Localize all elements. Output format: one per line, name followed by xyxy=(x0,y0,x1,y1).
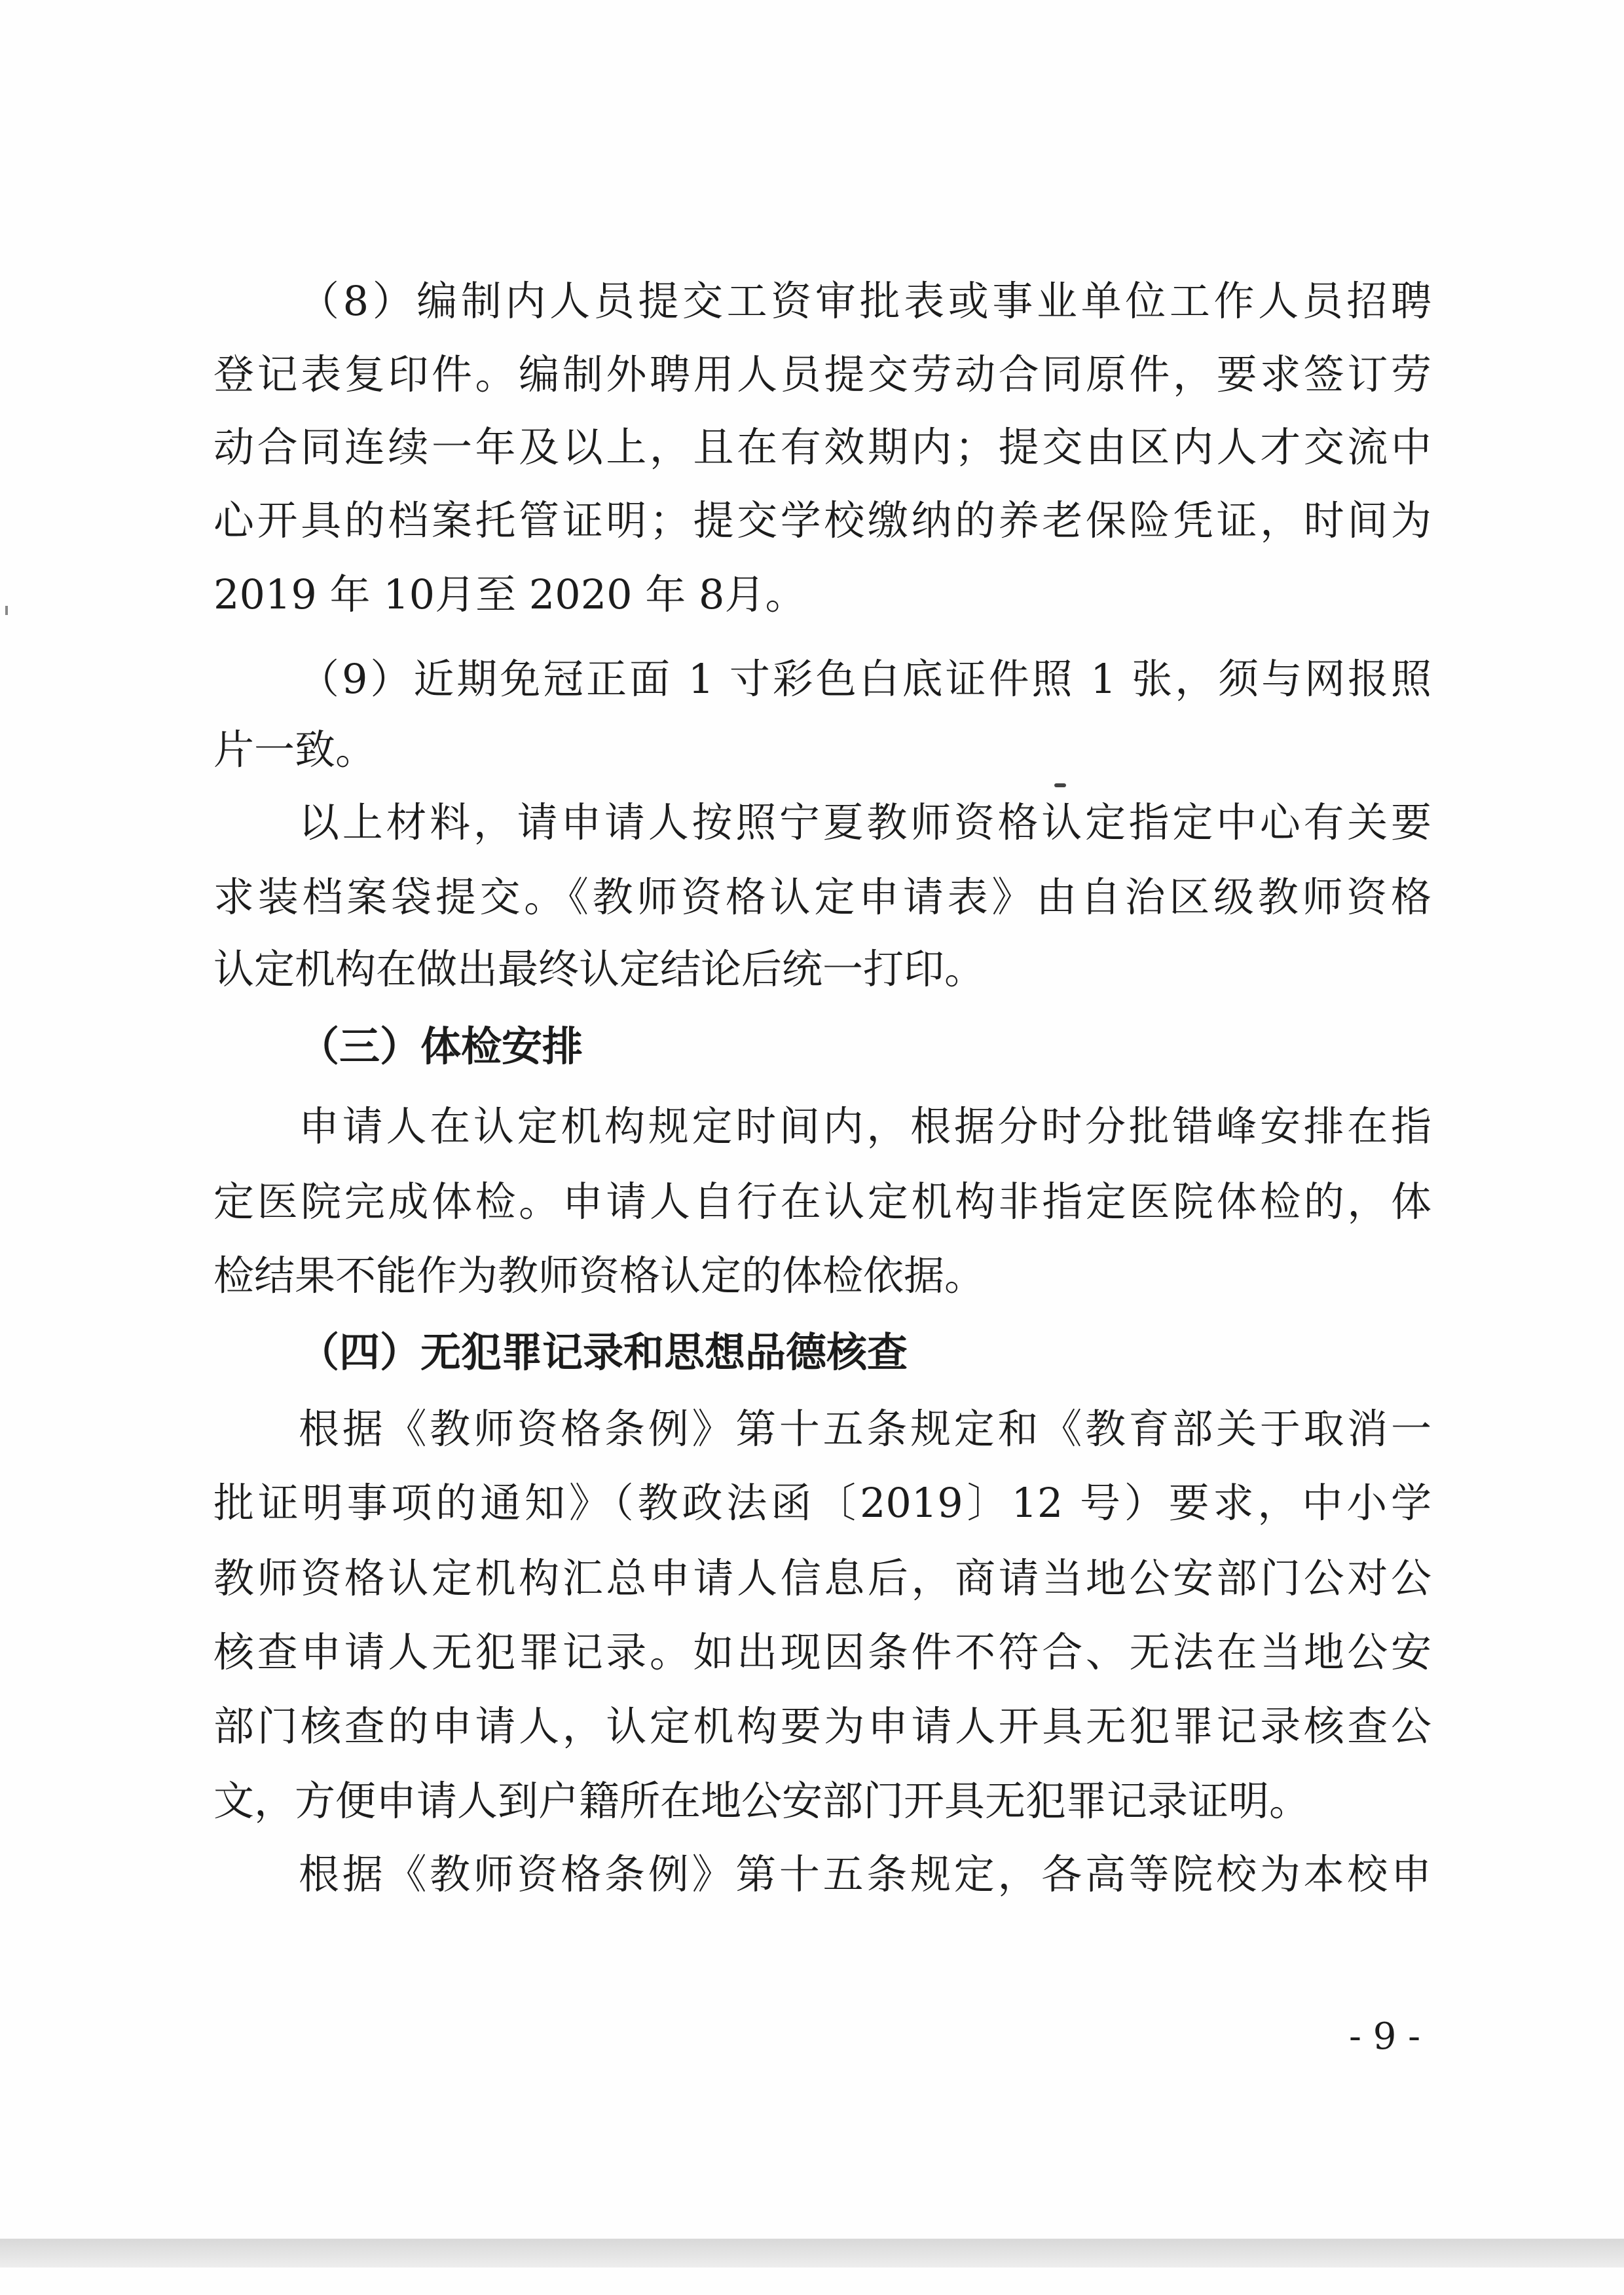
materials-paragraph-line-2: 求装档案袋提交。《教师资格认定申请表》由自治区级教师资格 xyxy=(213,873,1431,921)
materials-paragraph-line-1: 以上材料，请申请人按照宁夏教师资格认定指定中心有关要 xyxy=(299,798,1431,846)
page-number: - 9 - xyxy=(1349,2015,1421,2058)
section-heading-physical-exam: （三）体检安排 xyxy=(299,1022,583,1070)
physical-exam-line-1: 申请人在认定机构规定时间内，根据分时分批错峰安排在指 xyxy=(299,1102,1431,1150)
criminal-check-line-6: 文，方便申请人到户籍所在地公安部门开具无犯罪记录证明。 xyxy=(213,1777,1310,1825)
criminal-check-line-1: 根据《教师资格条例》第十五条规定和《教育部关于取消一 xyxy=(299,1405,1431,1453)
scan-speck xyxy=(1054,783,1066,787)
scan-bottom-shadow xyxy=(0,2239,1624,2267)
paragraph-9-line-1: （9）近期免冠正面 1 寸彩色白底证件照 1 张，须与网报照 xyxy=(299,655,1431,703)
physical-exam-line-2: 定医院完成体检。申请人自行在认定机构非指定医院体检的，体 xyxy=(213,1178,1431,1225)
paragraph-9-line-2: 片一致。 xyxy=(213,726,377,774)
physical-exam-line-3: 检结果不能作为教师资格认定的体检依据。 xyxy=(213,1252,986,1299)
criminal-check-line-3: 教师资格认定机构汇总申请人信息后，商请当地公安部门公对公 xyxy=(213,1554,1431,1602)
materials-paragraph-line-3: 认定机构在做出最终认定结论后统一打印。 xyxy=(213,945,986,993)
scan-edge-mark xyxy=(5,606,8,615)
university-paragraph-line-1: 根据《教师资格条例》第十五条规定，各高等院校为本校申 xyxy=(299,1850,1431,1898)
paragraph-8-line-2: 登记表复印件。编制外聘用人员提交劳动合同原件，要求签订劳 xyxy=(213,350,1431,398)
paragraph-8-line-4: 心开具的档案托管证明；提交学校缴纳的养老保险凭证，时间为 xyxy=(213,496,1431,544)
section-heading-criminal-record-check: （四）无犯罪记录和思想品德核查 xyxy=(299,1328,908,1376)
criminal-check-line-4: 核查申请人无犯罪记录。如出现因条件不符合、无法在当地公安 xyxy=(213,1628,1431,1676)
criminal-check-line-2: 批证明事项的通知》（教政法函〔2019〕12 号）要求，中小学 xyxy=(213,1479,1431,1527)
paragraph-8-line-1: （8）编制内人员提交工资审批表或事业单位工作人员招聘 xyxy=(299,277,1431,325)
paragraph-8-line-5: 2019 年 10月至 2020 年 8月。 xyxy=(213,570,806,618)
paragraph-8-line-3: 动合同连续一年及以上，且在有效期内；提交由区内人才交流中 xyxy=(213,423,1431,471)
criminal-check-line-5: 部门核查的申请人，认定机构要为申请人开具无犯罪记录核查公 xyxy=(213,1702,1431,1750)
